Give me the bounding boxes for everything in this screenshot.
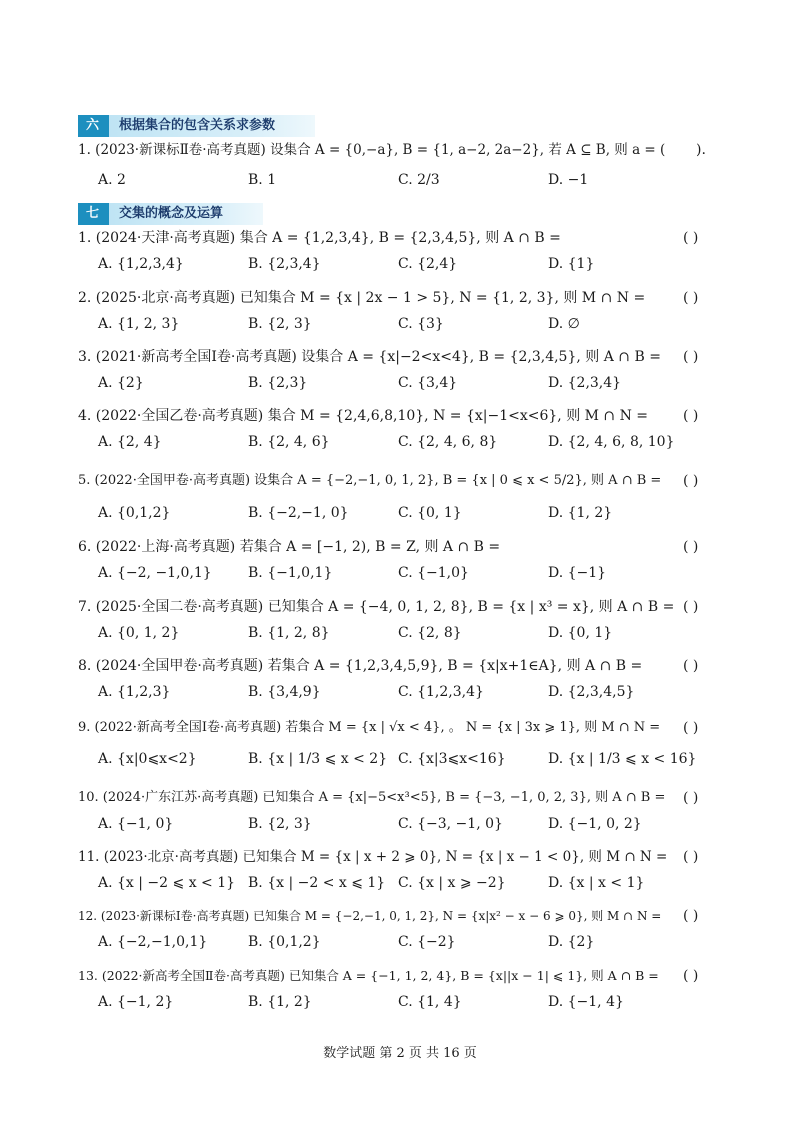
question-options xyxy=(98,749,698,769)
question-stem: 6. (2022·上海·高考真题) 若集合 A = [−1, 2), B = Z, 则 A ∩ B = ( ) xyxy=(78,539,699,555)
option-a: A. {−1, 0} xyxy=(98,816,174,832)
question-stem: 8. (2024·全国甲卷·高考真题) 若集合 A = {1,2,3,4,5,9}, B = {x|x+1∈A}, 则 A ∩ B = ( ) xyxy=(78,658,699,674)
option-d: D. {1, 2} xyxy=(548,505,613,521)
question-stem: 2. (2025·北京·高考真题) 已知集合 M = {x | 2x − 1 > 5}, N = {1, 2, 3}, 则 M ∩ N = ( ) xyxy=(78,290,699,306)
section-title: 交集的概念及运算 xyxy=(109,203,263,225)
option-c: C. {x | x ⩾ −2} xyxy=(398,875,506,891)
option-b: B. {2, 3} xyxy=(248,816,312,832)
question-options xyxy=(98,873,698,893)
option-a: A. 2 xyxy=(98,172,126,188)
section-number: 七 xyxy=(78,203,109,225)
option-a: A. {1,2,3} xyxy=(98,684,171,700)
option-a: A. {−2, −1,0,1} xyxy=(98,565,212,581)
option-a: A. {−1, 2} xyxy=(98,994,174,1010)
option-d: D. {x | 1/3 ⩽ x < 16} xyxy=(548,751,697,767)
question-stem: 5. (2022·全国甲卷·高考真题) 设集合 A = {−2,−1, 0, 1, 2}, B = {x | 0 ⩽ x < 5/2}, 则 A ∩ B = ( ) xyxy=(78,473,699,489)
option-b: B. {0,1,2} xyxy=(248,934,321,950)
option-c: C. {2,4} xyxy=(398,256,458,272)
question-options xyxy=(98,254,698,274)
option-d: D. {2} xyxy=(548,934,595,950)
question-options xyxy=(98,814,698,834)
option-a: A. {2, 4} xyxy=(98,434,162,450)
question-options xyxy=(98,932,698,952)
option-d: D. {2, 4, 6, 8, 10} xyxy=(548,434,675,450)
option-c: C. 2/3 xyxy=(398,172,440,188)
option-d: D. {−1, 0, 2} xyxy=(548,816,642,832)
question-options xyxy=(98,373,698,393)
question-stem: 9. (2022·新高考全国Ⅰ卷·高考真题) 若集合 M = {x | √x < 4}, 。 N = {x | 3x ⩾ 1}, 则 M ∩ N = ( ) xyxy=(78,720,699,736)
question-stem: 12. (2023·新课标Ⅰ卷·高考真题) 已知集合 M = {−2,−1, 0, 1, 2}, N = {x|x² − x − 6 ⩾ 0}, 则 M ∩ N = ( ) xyxy=(78,908,699,924)
question-stem: 11. (2023·北京·高考真题) 已知集合 M = {x | x + 2 ⩾ 0}, N = {x | x − 1 < 0}, 则 M ∩ N = ( ) xyxy=(78,849,699,865)
option-c: C. {−1,0} xyxy=(398,565,469,581)
option-c: C. {2, 8} xyxy=(398,625,462,641)
question-options xyxy=(98,563,698,583)
option-d: D. {−1} xyxy=(548,565,607,581)
option-c: C. {1,2,3,4} xyxy=(398,684,484,700)
question-stem: 3. (2021·新高考全国Ⅰ卷·高考真题) 设集合 A = {x|−2<x<4}, B = {2,3,4,5}, 则 A ∩ B = ( ) xyxy=(78,349,699,365)
option-c: C. {2, 4, 6, 8} xyxy=(398,434,498,450)
question-stem: 1. (2024·天津·高考真题) 集合 A = {1,2,3,4}, B = {2,3,4,5}, 则 A ∩ B = ( ) xyxy=(78,230,699,246)
question-stem: 13. (2022·新高考全国Ⅱ卷·高考真题) 已知集合 A = {−1, 1, 2, 4}, B = {x||x − 1| ⩽ 1}, 则 A ∩ B = ( ) xyxy=(78,968,699,984)
option-d: D. {2,3,4} xyxy=(548,375,622,391)
option-b: B. {−1,0,1} xyxy=(248,565,333,581)
option-d: D. −1 xyxy=(548,172,589,188)
question-options xyxy=(98,314,698,334)
option-a: A. {x | −2 ⩽ x < 1} xyxy=(98,875,236,891)
option-b: B. {1, 2} xyxy=(248,994,312,1010)
page-footer: 数学试题 第 2 页 共 16 页 xyxy=(323,1046,477,1061)
question-options xyxy=(98,503,698,523)
option-b: B. {3,4,9} xyxy=(248,684,321,700)
option-b: B. 1 xyxy=(248,172,277,188)
option-a: A. {−2,−1,0,1} xyxy=(98,934,208,950)
question-options xyxy=(98,682,698,702)
question-options xyxy=(98,992,698,1012)
option-a: A. {1, 2, 3} xyxy=(98,316,180,332)
option-c: C. {x|3⩽x<16} xyxy=(398,751,506,767)
option-d: D. {1} xyxy=(548,256,595,272)
option-b: B. {2, 3} xyxy=(248,316,312,332)
option-c: C. {3} xyxy=(398,316,444,332)
option-d: D. {0, 1} xyxy=(548,625,613,641)
question-options xyxy=(98,623,698,643)
section-header-7 xyxy=(78,203,263,225)
option-b: B. {2,3} xyxy=(248,375,308,391)
question-stem: 4. (2022·全国乙卷·高考真题) 集合 M = {2,4,6,8,10}, N = {x|−1<x<6}, 则 M ∩ N = ( ) xyxy=(78,408,699,424)
option-c: C. {−3, −1, 0} xyxy=(398,816,503,832)
option-c: C. {3,4} xyxy=(398,375,458,391)
section-header-6 xyxy=(78,115,315,137)
option-d: D. ∅ xyxy=(548,316,580,332)
option-b: B. {1, 2, 8} xyxy=(248,625,330,641)
option-b: B. {x | 1/3 ⩽ x < 2} xyxy=(248,751,388,767)
option-a: A. {0,1,2} xyxy=(98,505,171,521)
option-d: D. {−1, 4} xyxy=(548,994,624,1010)
option-c: C. {0, 1} xyxy=(398,505,462,521)
option-c: C. {−2} xyxy=(398,934,456,950)
option-a: A. {x|0⩽x<2} xyxy=(98,751,197,767)
option-d: D. {2,3,4,5} xyxy=(548,684,635,700)
question-stem: 1. (2023·新课标Ⅱ卷·高考真题) 设集合 A = {0,−a}, B = {1, a−2, 2a−2}, 若 A ⊆ B, 则 a = ( ). xyxy=(78,142,706,158)
option-a: A. {1,2,3,4} xyxy=(98,256,184,272)
question-options xyxy=(98,432,698,452)
option-d: D. {x | x < 1} xyxy=(548,875,645,891)
option-b: B. {x | −2 < x ⩽ 1} xyxy=(248,875,386,891)
option-a: A. {2} xyxy=(98,375,144,391)
option-c: C. {1, 4} xyxy=(398,994,462,1010)
option-b: B. {2,3,4} xyxy=(248,256,321,272)
question-options xyxy=(98,170,698,190)
section-title: 根据集合的包含关系求参数 xyxy=(109,115,315,137)
question-stem: 7. (2025·全国二卷·高考真题) 已知集合 A = {−4, 0, 1, 2, 8}, B = {x | x³ = x}, 则 A ∩ B = ( ) xyxy=(78,599,699,615)
option-a: A. {0, 1, 2} xyxy=(98,625,180,641)
section-number: 六 xyxy=(78,115,109,137)
question-stem: 10. (2024·广东江苏·高考真题) 已知集合 A = {x|−5<x³<5}, B = {−3, −1, 0, 2, 3}, 则 A ∩ B = ( ) xyxy=(78,790,699,806)
option-b: B. {−2,−1, 0} xyxy=(248,505,349,521)
option-b: B. {2, 4, 6} xyxy=(248,434,330,450)
